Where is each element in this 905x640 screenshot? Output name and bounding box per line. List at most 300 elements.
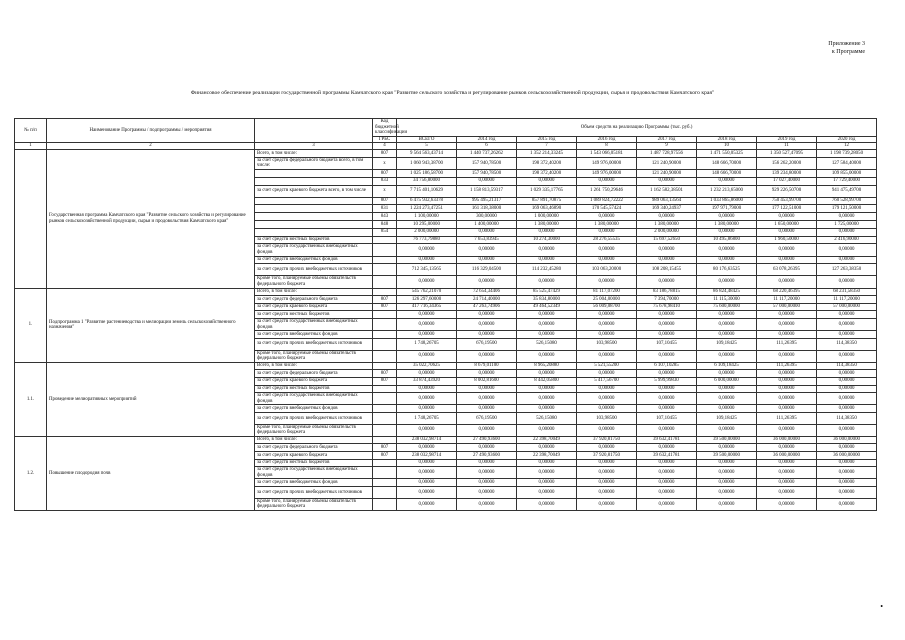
grbs-code: 807 bbox=[373, 444, 397, 452]
amount-cell: 83 186,78815 bbox=[637, 288, 697, 296]
row-label: Кроме того, планируемые объемы обязательств федерального бюджета bbox=[255, 350, 373, 362]
grbs-code bbox=[373, 479, 397, 487]
amount-cell: 0,00000 bbox=[637, 479, 697, 487]
amount-cell: 121 240,90000 bbox=[637, 157, 697, 169]
amount-cell: 0,00000 bbox=[517, 385, 577, 393]
amount-cell: 0,00000 bbox=[757, 228, 817, 236]
amount-cell: 0,00000 bbox=[817, 393, 877, 405]
amount-cell: 35 022,70625 bbox=[397, 362, 457, 370]
grbs-code bbox=[373, 331, 397, 339]
amount-cell: 1 352 214,33245 bbox=[517, 149, 577, 157]
amount-cell: 989 063,13564 bbox=[637, 197, 697, 205]
amount-cell: 198 372,40200 bbox=[517, 157, 577, 169]
column-number: 6 bbox=[457, 143, 517, 150]
amount-cell: 0,00000 bbox=[577, 350, 637, 362]
amount-cell: 0,00000 bbox=[517, 350, 577, 362]
amount-cell: 1 100,00000 bbox=[397, 213, 457, 221]
amount-cell: 37 920,81750 bbox=[577, 436, 637, 444]
amount-cell: 108 208,15455 bbox=[637, 264, 697, 276]
amount-cell: 72 654,34406 bbox=[457, 288, 517, 296]
row-label: Кроме того, планируемые объемы обязательств федерального бюджета bbox=[255, 424, 373, 436]
amount-cell: 0,00000 bbox=[577, 393, 637, 405]
grbs-code: 807 bbox=[373, 303, 397, 311]
header-volume: Объем средств на реализацию Программы (тыс. руб.) bbox=[397, 119, 877, 137]
header-grbs: ГРБС bbox=[373, 136, 397, 143]
row-label: за счет средств прочих внебюджетных источников bbox=[255, 264, 373, 276]
grbs-code bbox=[373, 288, 397, 296]
row-label: за счет средств местных бюджетов bbox=[255, 385, 373, 393]
amount-cell: 149 976,00000 bbox=[577, 157, 637, 169]
grbs-code: 831 bbox=[373, 205, 397, 213]
amount-cell: 0,00000 bbox=[397, 319, 457, 331]
grbs-code: 807 bbox=[373, 370, 397, 378]
section-number: 1.1. bbox=[15, 362, 47, 436]
amount-cell: 0,00000 bbox=[637, 311, 697, 319]
row-label: за счет средств внебюджетных фондов bbox=[255, 331, 373, 339]
amount-cell: 0,00000 bbox=[817, 331, 877, 339]
amount-cell: 526,15080 bbox=[517, 338, 577, 350]
amount-cell: 76 773,79880 bbox=[397, 236, 457, 244]
amount-cell: 0,00000 bbox=[457, 244, 517, 256]
amount-cell: 0,00000 bbox=[397, 276, 457, 288]
amount-cell: 7 394,70000 bbox=[637, 296, 697, 304]
amount-cell: 0,00000 bbox=[577, 213, 637, 221]
amount-cell: 1 471 550,05325 bbox=[697, 149, 757, 157]
amount-cell: 57 000,00000 bbox=[817, 303, 877, 311]
grbs-code: 848 bbox=[373, 221, 397, 229]
amount-cell: 10 295,00000 bbox=[397, 221, 457, 229]
amount-cell: 170 545,57424 bbox=[577, 205, 637, 213]
amount-cell: 0,00000 bbox=[637, 319, 697, 331]
amount-cell: 941 475,49700 bbox=[817, 185, 877, 197]
amount-cell: 0,00000 bbox=[517, 467, 577, 479]
amount-cell: 36 000,00000 bbox=[817, 452, 877, 460]
amount-cell: 8 965,20880 bbox=[517, 362, 577, 370]
amount-cell: 0,00000 bbox=[517, 479, 577, 487]
amount-cell: 7 653,83945 bbox=[457, 236, 517, 244]
amount-cell: 0,00000 bbox=[577, 370, 637, 378]
amount-cell: 0,00000 bbox=[517, 393, 577, 405]
amount-cell: 0,00000 bbox=[457, 256, 517, 264]
amount-cell: 1 089 824,72222 bbox=[577, 197, 637, 205]
header-row-1 bbox=[15, 119, 877, 137]
section-number: 1.2. bbox=[15, 436, 47, 510]
amount-cell: 0,00000 bbox=[457, 331, 517, 339]
row-label bbox=[255, 221, 373, 229]
amount-cell: 2 416,90000 bbox=[817, 236, 877, 244]
amount-cell: 9 564 563,43714 bbox=[397, 149, 457, 157]
amount-cell: 0,00000 bbox=[697, 424, 757, 436]
amount-cell: 0,00000 bbox=[697, 393, 757, 405]
amount-cell: 0,00000 bbox=[817, 350, 877, 362]
column-number: 2 bbox=[47, 143, 255, 150]
amount-cell: 121 240,90000 bbox=[637, 169, 697, 177]
amount-cell: 0,00000 bbox=[637, 370, 697, 378]
amount-cell: 1 650,00000 bbox=[757, 221, 817, 229]
amount-cell: 0,00000 bbox=[577, 244, 637, 256]
amount-cell: 127 263,38350 bbox=[817, 264, 877, 276]
row-label: за счет средств внебюджетных фондов bbox=[255, 256, 373, 264]
row-label: за счет средств федерального бюджета bbox=[255, 444, 373, 452]
amount-cell: 17 729,40000 bbox=[817, 177, 877, 185]
amount-cell: 0,00000 bbox=[397, 385, 457, 393]
row-label: за счет средств федерального бюджета bbox=[255, 296, 373, 304]
amount-cell: 1 033 865,86000 bbox=[697, 197, 757, 205]
amount-cell: 81 117,07200 bbox=[577, 288, 637, 296]
row-label: за счет средств краевого бюджета bbox=[255, 377, 373, 385]
amount-cell: 109 855,00000 bbox=[817, 169, 877, 177]
amount-cell: 36 000,00000 bbox=[757, 452, 817, 460]
amount-cell: 0,00000 bbox=[577, 331, 637, 339]
amount-cell: 109,18425 bbox=[697, 412, 757, 424]
amount-cell: 0,00000 bbox=[457, 350, 517, 362]
amount-cell: 148 666,70000 bbox=[697, 157, 757, 169]
amount-cell: 103 063,20000 bbox=[577, 264, 637, 276]
amount-cell: 1 725,00000 bbox=[817, 221, 877, 229]
grbs-code bbox=[373, 412, 397, 424]
document-title: Финансовое обеспечение реализации государственной программы Камчатского края "Развитие сельского хозяйства и регулирование рынков сельскохозяйственной продукции, сырья и продовольствия Камчатского края" bbox=[190, 90, 715, 96]
grbs-code: 833 bbox=[373, 177, 397, 185]
grbs-code bbox=[373, 350, 397, 362]
amount-cell: 0,00000 bbox=[577, 319, 637, 331]
amount-cell: 8 002,81600 bbox=[457, 377, 517, 385]
amount-cell: 11 117,20000 bbox=[817, 296, 877, 304]
amount-cell: 0,00000 bbox=[577, 479, 637, 487]
amount-cell: 526,15080 bbox=[517, 412, 577, 424]
amount-cell: 10 495,86800 bbox=[697, 236, 757, 244]
amount-cell: 116 329,04500 bbox=[457, 264, 517, 276]
amount-cell: 1 543 066,05181 bbox=[577, 149, 637, 157]
grbs-code: 854 bbox=[373, 228, 397, 236]
amount-cell: 0,00000 bbox=[397, 370, 457, 378]
amount-cell: 0,00000 bbox=[397, 498, 457, 510]
amount-cell: 0,00000 bbox=[697, 256, 757, 264]
amount-cell: 2 000,00000 bbox=[637, 228, 697, 236]
amount-cell: 0,00000 bbox=[697, 244, 757, 256]
amount-cell: 0,00000 bbox=[517, 370, 577, 378]
row-label: за счет средств местных бюджетов bbox=[255, 459, 373, 467]
amount-cell: 0,00000 bbox=[817, 487, 877, 499]
amount-cell: 300,00000 bbox=[457, 213, 517, 221]
amount-cell: 1 440 737,26262 bbox=[457, 149, 517, 157]
amount-cell: 56 009,08700 bbox=[577, 303, 637, 311]
table-row bbox=[15, 436, 877, 444]
amount-cell: 149 976,00000 bbox=[577, 169, 637, 177]
amount-cell: 929 226,50700 bbox=[757, 185, 817, 197]
amount-cell: 126 297,60000 bbox=[397, 296, 457, 304]
grbs-code bbox=[373, 338, 397, 350]
section-number: 1. bbox=[15, 288, 47, 362]
header-code: Код бюджетной классификации bbox=[373, 119, 397, 137]
grbs-code bbox=[373, 424, 397, 436]
amount-cell: 545 762,21070 bbox=[397, 288, 457, 296]
amount-cell: 6 475 932,63378 bbox=[397, 197, 457, 205]
amount-cell: 25 004,00000 bbox=[577, 296, 637, 304]
grbs-code bbox=[373, 459, 397, 467]
header-year: 2019 год bbox=[757, 136, 817, 143]
amount-cell: 238 032,98714 bbox=[397, 452, 457, 460]
amount-cell: 0,00000 bbox=[757, 256, 817, 264]
amount-cell: 0,00000 bbox=[697, 385, 757, 393]
amount-cell: 0,00000 bbox=[697, 459, 757, 467]
row-label: Всего, в том числе: bbox=[255, 436, 373, 444]
amount-cell: 0,00000 bbox=[517, 444, 577, 452]
amount-cell: 0,00000 bbox=[697, 498, 757, 510]
row-label: за счет средств государственных внебюджетных фондов bbox=[255, 244, 373, 256]
grbs-code: 843 bbox=[373, 213, 397, 221]
amount-cell: 0,00000 bbox=[457, 370, 517, 378]
amount-cell: 0,00000 bbox=[637, 393, 697, 405]
amount-cell: 0,00000 bbox=[637, 177, 697, 185]
row-label bbox=[255, 213, 373, 221]
amount-cell: 0,00000 bbox=[637, 350, 697, 362]
grbs-code: 807 bbox=[373, 452, 397, 460]
amount-cell: 0,00000 bbox=[757, 276, 817, 288]
grbs-code bbox=[373, 276, 397, 288]
amount-cell: 0,00000 bbox=[397, 331, 457, 339]
amount-cell: 8 679,01100 bbox=[457, 362, 517, 370]
column-number-row bbox=[15, 143, 877, 150]
amount-cell: 0,00000 bbox=[817, 370, 877, 378]
amount-cell: 238 032,98714 bbox=[397, 436, 457, 444]
appendix-line-1: Приложение 3 bbox=[828, 41, 865, 47]
amount-cell: 0,00000 bbox=[517, 487, 577, 499]
amount-cell: 0,00000 bbox=[397, 487, 457, 499]
table-body bbox=[15, 149, 877, 510]
amount-cell: 10 274,30000 bbox=[517, 236, 577, 244]
amount-cell: 0,00000 bbox=[517, 276, 577, 288]
amount-cell: 0,00000 bbox=[697, 405, 757, 413]
amount-cell: 0,00000 bbox=[637, 459, 697, 467]
amount-cell: 47 263,74906 bbox=[457, 303, 517, 311]
table-row bbox=[15, 149, 877, 157]
grbs-code bbox=[373, 264, 397, 276]
amount-cell: 111,26395 bbox=[757, 362, 817, 370]
amount-cell: 198 372,40200 bbox=[517, 169, 577, 177]
grbs-code bbox=[373, 487, 397, 499]
amount-cell: 11 115,30000 bbox=[697, 296, 757, 304]
appendix-line-2: к Программе bbox=[831, 49, 865, 55]
section-name: Подпрограмма 1 "Развитие растениеводства и мелиорации земель сельскохозяйственного назначения" bbox=[47, 288, 255, 362]
amount-cell: 39 500,00000 bbox=[697, 452, 757, 460]
amount-cell: 0,00000 bbox=[577, 276, 637, 288]
amount-cell: 1 487 728,97556 bbox=[637, 149, 697, 157]
column-number: 1 bbox=[15, 143, 47, 150]
amount-cell: 0,00000 bbox=[577, 444, 637, 452]
amount-cell: 0,00000 bbox=[757, 393, 817, 405]
amount-cell: 28 276,55535 bbox=[577, 236, 637, 244]
amount-cell: 0,00000 bbox=[637, 424, 697, 436]
row-label: за счет средств краевого бюджета bbox=[255, 452, 373, 460]
amount-cell: 0,00000 bbox=[397, 256, 457, 264]
row-label: Кроме того, планируемые объемы обязательств федерального бюджета bbox=[255, 276, 373, 288]
amount-cell: 0,00000 bbox=[637, 244, 697, 256]
amount-cell: 0,00000 bbox=[817, 479, 877, 487]
column-number: 7 bbox=[517, 143, 577, 150]
amount-cell: 0,00000 bbox=[457, 487, 517, 499]
amount-cell: 39 632,41781 bbox=[637, 452, 697, 460]
amount-cell: 107,10455 bbox=[637, 338, 697, 350]
amount-cell: 0,00000 bbox=[697, 213, 757, 221]
amount-cell: 0,00000 bbox=[457, 467, 517, 479]
amount-cell: 109,18425 bbox=[697, 338, 757, 350]
amount-cell: 0,00000 bbox=[517, 319, 577, 331]
amount-cell: 5 999,99830 bbox=[637, 377, 697, 385]
amount-cell: 0,00000 bbox=[817, 311, 877, 319]
row-label: за счет средств внебюджетных фондов bbox=[255, 479, 373, 487]
row-label bbox=[255, 205, 373, 213]
amount-cell: 33 874,43920 bbox=[397, 377, 457, 385]
section-name: Повышение плодородия почв bbox=[47, 436, 255, 510]
amount-cell: 0,00000 bbox=[637, 256, 697, 264]
amount-cell: 39 500,00000 bbox=[697, 436, 757, 444]
amount-cell: 0,00000 bbox=[637, 405, 697, 413]
amount-cell: 0,00000 bbox=[637, 385, 697, 393]
grbs-code bbox=[373, 244, 397, 256]
column-number: 9 bbox=[637, 143, 697, 150]
column-number: 3 bbox=[255, 143, 373, 150]
header-year: ВСЕГО bbox=[397, 136, 457, 143]
grbs-code bbox=[373, 467, 397, 479]
grbs-code: 807 bbox=[373, 296, 397, 304]
amount-cell: 0,00000 bbox=[397, 479, 457, 487]
amount-cell: 0,00000 bbox=[637, 487, 697, 499]
amount-cell: 1 380,00000 bbox=[637, 221, 697, 229]
amount-cell: 0,00000 bbox=[817, 424, 877, 436]
amount-cell: 0,00000 bbox=[757, 385, 817, 393]
amount-cell: 68 220,46395 bbox=[757, 288, 817, 296]
amount-cell: 760 528,99700 bbox=[817, 197, 877, 205]
grbs-code: 807 bbox=[373, 377, 397, 385]
row-label: за счет средств прочих внебюджетных источников bbox=[255, 338, 373, 350]
amount-cell: 103,98500 bbox=[577, 338, 637, 350]
amount-cell: 0,00000 bbox=[397, 467, 457, 479]
amount-cell: 148 666,70000 bbox=[697, 169, 757, 177]
amount-cell: 0,00000 bbox=[457, 479, 517, 487]
amount-cell: 0,00000 bbox=[757, 319, 817, 331]
amount-cell: 49 464,52349 bbox=[517, 303, 577, 311]
amount-cell: 0,00000 bbox=[517, 331, 577, 339]
amount-cell: 177 122,51000 bbox=[757, 205, 817, 213]
amount-cell: 1 748,26705 bbox=[397, 338, 457, 350]
grbs-code: 807 bbox=[373, 149, 397, 157]
amount-cell: 0,00000 bbox=[577, 256, 637, 264]
amount-cell: 169 063,46890 bbox=[517, 205, 577, 213]
amount-cell: 0,00000 bbox=[517, 498, 577, 510]
amount-cell: 1 162 582,38501 bbox=[637, 185, 697, 197]
amount-cell: 5 417,56700 bbox=[577, 377, 637, 385]
header-year: 2014 год bbox=[457, 136, 517, 143]
amount-cell: 35 834,80000 bbox=[517, 296, 577, 304]
amount-cell: 0,00000 bbox=[697, 311, 757, 319]
amount-cell: 0,00000 bbox=[817, 385, 877, 393]
row-label: за счет средств внебюджетных фондов bbox=[255, 405, 373, 413]
row-label: за счет средств федерального бюджета всего, в том числе: bbox=[255, 157, 373, 169]
row-label bbox=[255, 177, 373, 185]
header-year: 2015 год bbox=[517, 136, 577, 143]
amount-cell: 0,00000 bbox=[517, 244, 577, 256]
column-number: 8 bbox=[577, 143, 637, 150]
amount-cell: 75 678,98410 bbox=[637, 303, 697, 311]
amount-cell: 127 584,40000 bbox=[817, 157, 877, 169]
amount-cell: 139 234,80000 bbox=[757, 169, 817, 177]
amount-cell: 86 824,48425 bbox=[697, 288, 757, 296]
amount-cell: 0,00000 bbox=[397, 350, 457, 362]
amount-cell: 0,00000 bbox=[577, 228, 637, 236]
amount-cell: 111,26395 bbox=[757, 338, 817, 350]
amount-cell: 0,00000 bbox=[757, 498, 817, 510]
amount-cell: 22 398,70049 bbox=[517, 436, 577, 444]
amount-cell: 0,00000 bbox=[457, 444, 517, 452]
amount-cell: 0,00000 bbox=[697, 444, 757, 452]
amount-cell: 0,00000 bbox=[817, 498, 877, 510]
amount-cell: 0,00000 bbox=[757, 244, 817, 256]
amount-cell: 0,00000 bbox=[517, 405, 577, 413]
amount-cell: 0,00000 bbox=[577, 487, 637, 499]
amount-cell: 161 318,38000 bbox=[457, 205, 517, 213]
amount-cell: 1 350 527,47095 bbox=[757, 149, 817, 157]
appendix-note bbox=[828, 40, 865, 56]
header-num: № п/п bbox=[15, 119, 47, 143]
amount-cell: 0,00000 bbox=[637, 331, 697, 339]
amount-cell: 6 109,18425 bbox=[697, 362, 757, 370]
amount-cell: 1 960,50000 bbox=[757, 236, 817, 244]
header-name: Наименование Программы / подпрограммы / мероприятия bbox=[47, 119, 255, 143]
amount-cell: 0,00000 bbox=[517, 459, 577, 467]
amount-cell: 0,00000 bbox=[637, 498, 697, 510]
amount-cell: 0,00000 bbox=[757, 479, 817, 487]
amount-cell: 0,00000 bbox=[757, 459, 817, 467]
amount-cell: 6 000,00000 bbox=[697, 377, 757, 385]
amount-cell: 68 231,58350 bbox=[817, 288, 877, 296]
amount-cell: 0,00000 bbox=[817, 377, 877, 385]
amount-cell: 0,00000 bbox=[817, 256, 877, 264]
amount-cell: 0,00000 bbox=[397, 244, 457, 256]
grbs-code bbox=[373, 436, 397, 444]
amount-cell: 85 525,47429 bbox=[517, 288, 577, 296]
amount-cell: 1 380,00000 bbox=[577, 221, 637, 229]
amount-cell: 1 198 739,28050 bbox=[817, 149, 877, 157]
row-label: за счет средств краевого бюджета всего, в том числе bbox=[255, 185, 373, 197]
amount-cell: 27 490,93600 bbox=[457, 452, 517, 460]
amount-cell: 0,00000 bbox=[457, 311, 517, 319]
amount-cell: 80 176,63525 bbox=[697, 264, 757, 276]
amount-cell: 0,00000 bbox=[457, 498, 517, 510]
row-label: Всего, в том числе: bbox=[255, 149, 373, 157]
amount-cell: 0,00000 bbox=[577, 177, 637, 185]
amount-cell: 0,00000 bbox=[757, 331, 817, 339]
amount-cell: 75 600,00000 bbox=[697, 303, 757, 311]
grbs-code bbox=[373, 319, 397, 331]
amount-cell: 0,00000 bbox=[817, 444, 877, 452]
amount-cell: 157 940,78500 bbox=[457, 169, 517, 177]
row-label: за счет средств прочих внебюджетных источников bbox=[255, 412, 373, 424]
amount-cell: 1 261 750,29646 bbox=[577, 185, 637, 197]
grbs-code bbox=[373, 405, 397, 413]
amount-cell: 0,00000 bbox=[517, 424, 577, 436]
amount-cell: 0,00000 bbox=[757, 444, 817, 452]
row-label: за счет средств местных бюджетов bbox=[255, 236, 373, 244]
amount-cell: 0,00000 bbox=[637, 276, 697, 288]
amount-cell: 36 000,00000 bbox=[817, 436, 877, 444]
amount-cell: 0,00000 bbox=[577, 459, 637, 467]
grbs-code bbox=[373, 498, 397, 510]
amount-cell: 0,00000 bbox=[397, 405, 457, 413]
amount-cell: 36 000,00000 bbox=[757, 436, 817, 444]
header-year: 2017 год bbox=[637, 136, 697, 143]
amount-cell: 676,19500 bbox=[457, 412, 517, 424]
amount-cell: 1 380,00000 bbox=[517, 221, 577, 229]
